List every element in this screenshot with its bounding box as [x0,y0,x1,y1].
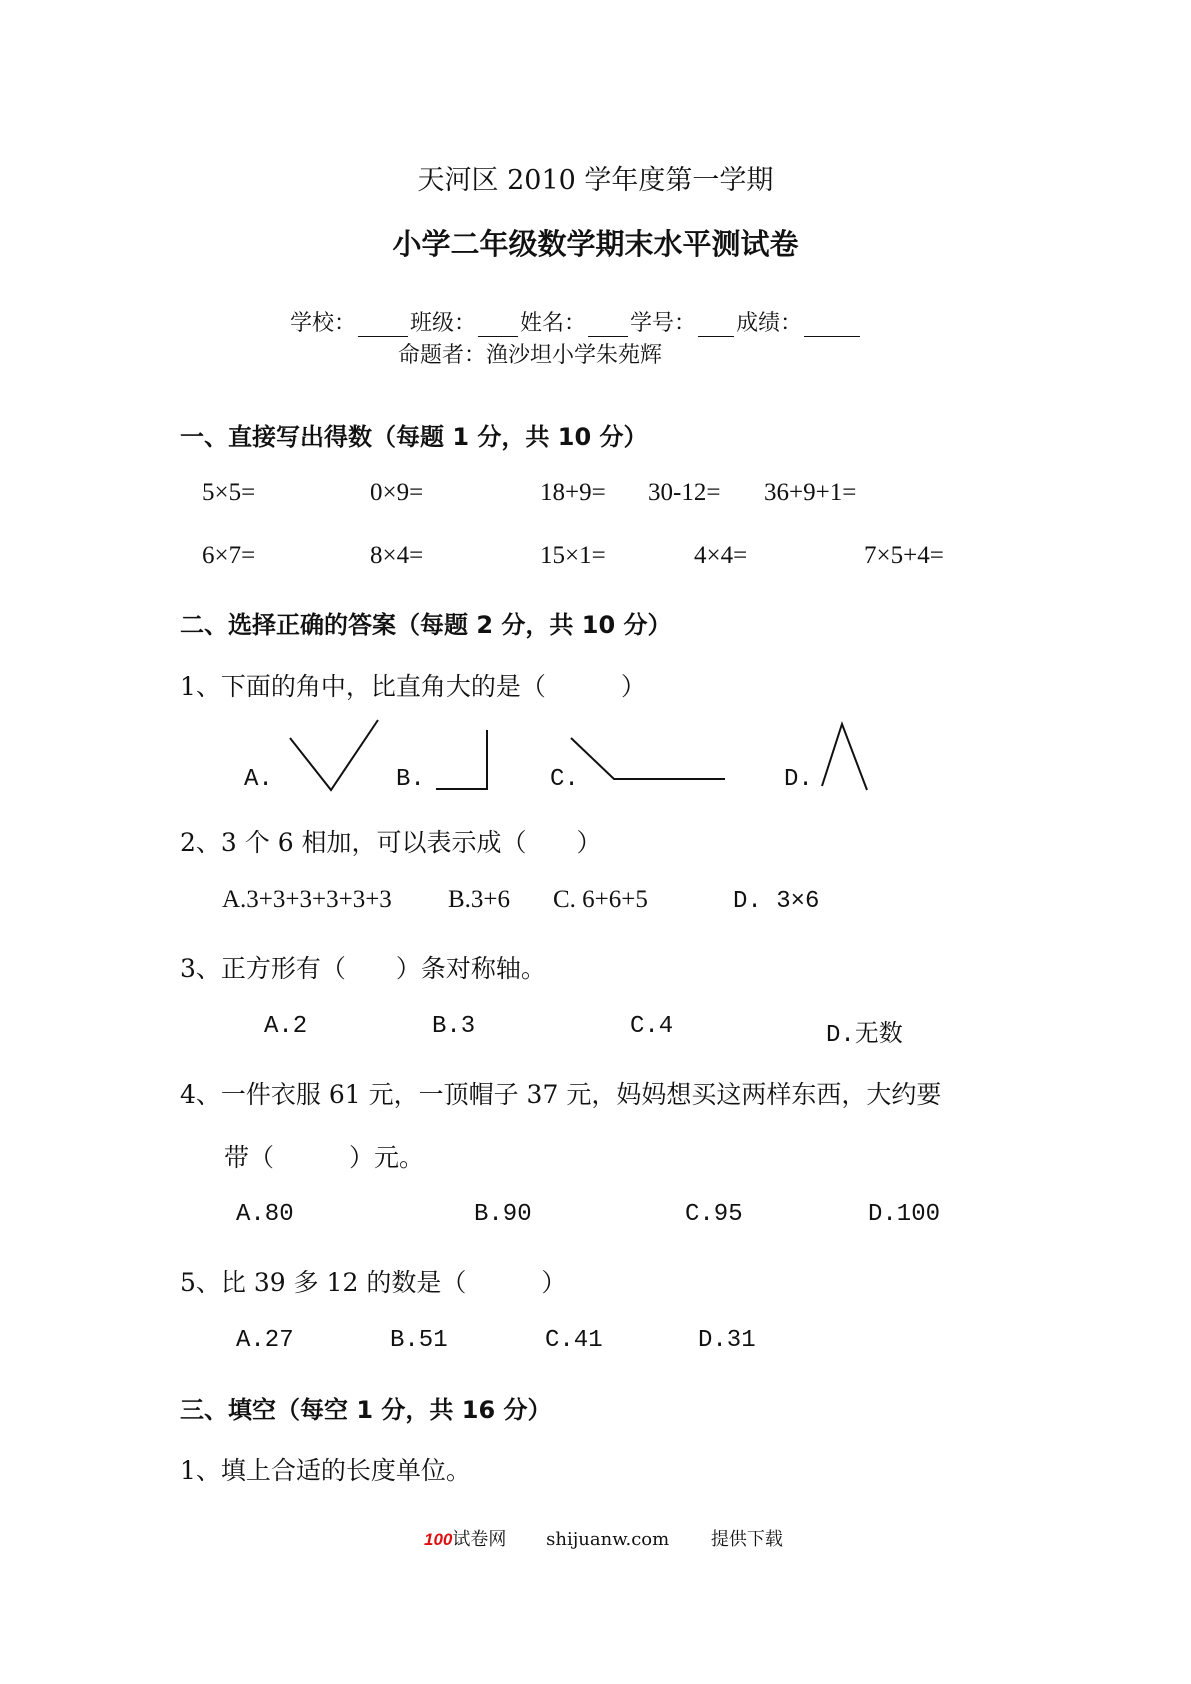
calc-item: 15×1= [540,542,606,569]
question-2-2: 2、3 个 6 相加，可以表示成（ ） [180,828,602,857]
option: A.27 [236,1327,294,1354]
author-line: 命题者：渔沙坦小学朱苑辉 [398,343,663,368]
school-label: 学校： [290,311,357,336]
angle-a-acute-figure [290,720,378,790]
calc-item: 18+9= [540,479,606,506]
option: C.95 [685,1201,743,1228]
angle-c-obtuse-figure [571,738,725,779]
id-label: 学号： [630,311,697,336]
option: B.3+6 [448,886,511,913]
name-label: 姓名： [520,311,587,336]
site-url[interactable]: shijuanw.com [546,1529,670,1550]
option: A.2 [264,1013,308,1040]
site-logo: 100 [424,1530,453,1549]
question-2-5: 5、比 39 多 12 的数是（ ） [180,1268,567,1297]
option: D. 3×6 [733,888,820,915]
angle-label-c: C. [550,766,579,793]
exam-term-line: 天河区 2010 学年度第一学期 [417,165,774,196]
score-label: 成绩： [736,311,803,336]
option: C.4 [630,1013,674,1040]
option: A.3+3+3+3+3+3 [222,886,392,913]
option: D.无数 [826,1022,903,1049]
angle-figures [0,0,1191,820]
angle-label-a: A. [244,766,273,793]
option: C. 6+6+5 [553,886,648,913]
footer-note: 提供下载 [710,1529,783,1550]
calc-item: 36+9+1= [764,479,857,506]
angle-b-right-figure [436,730,487,789]
option: B.3 [432,1013,476,1040]
question-2-4-cont: 带（ ）元。 [224,1143,425,1172]
option: D.31 [698,1327,756,1354]
option: B.51 [390,1327,448,1354]
calc-item: 7×5+4= [864,542,944,569]
angle-label-b: B. [396,766,425,793]
option: D.100 [868,1201,941,1228]
section3-title: 三、填空（每空 1 分，共 16 分） [180,1396,552,1424]
calc-item: 5×5= [202,479,256,506]
class-label: 班级： [410,311,477,336]
question-3-1: 1、填上合适的长度单位。 [180,1456,471,1485]
angle-d-acute-figure [822,724,867,790]
question-2-3: 3、正方形有（ ）条对称轴。 [180,954,546,983]
option: B.90 [474,1201,532,1228]
question-2-4: 4、一件衣服 61 元，一顶帽子 37 元，妈妈想买这两样东西，大约要 [180,1080,942,1109]
site-name: 试卷网 [452,1529,507,1550]
calc-item: 0×9= [370,479,424,506]
calc-item: 30-12= [648,479,721,506]
calc-item: 4×4= [694,542,748,569]
section1-title: 一、直接写出得数（每题 1 分，共 10 分） [180,423,648,451]
section2-title: 二、选择正确的答案（每题 2 分，共 10 分） [180,611,672,639]
calc-item: 6×7= [202,542,256,569]
option: C.41 [545,1327,603,1354]
calc-item: 8×4= [370,542,424,569]
exam-title: 小学二年级数学期末水平测试卷 [392,227,799,261]
option: A.80 [236,1201,294,1228]
question-2-1: 1、下面的角中，比直角大的是（ ） [180,672,646,701]
angle-label-d: D. [784,766,813,793]
page-footer [424,1525,783,1551]
